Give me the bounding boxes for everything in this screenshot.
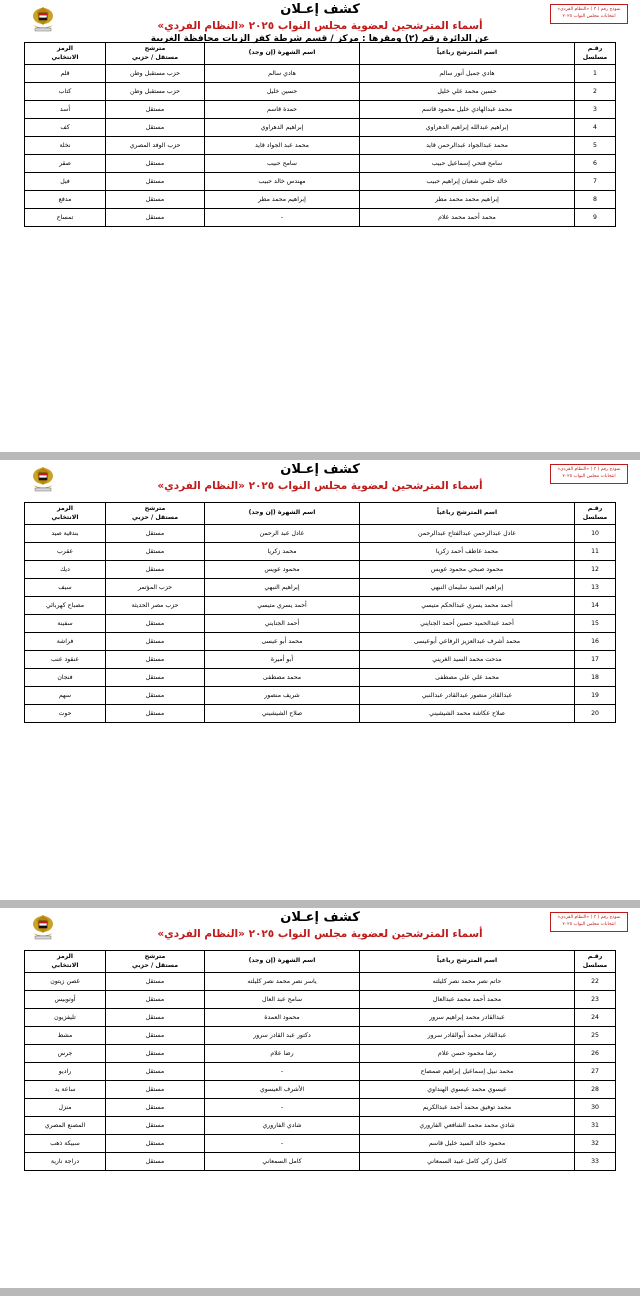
cell-symbol: كتاب: [25, 83, 106, 101]
cell-party: مستقل: [106, 561, 205, 579]
table-row: [25, 525, 616, 543]
col-header-party: [106, 43, 205, 65]
table-row: [25, 119, 616, 137]
cell-name: محمود خالد السيد خليل قاسم: [360, 1135, 575, 1153]
cell-serial: 14: [575, 597, 616, 615]
col-header-fame: اسم الشهرة (إن وجد): [205, 951, 360, 973]
form-stamp-line2: انتخابات مجلس النواب ٢٠٢٥: [562, 473, 616, 479]
cell-fame: حمدة قاسم: [205, 101, 360, 119]
cell-serial: 2: [575, 83, 616, 101]
cell-symbol: صقر: [25, 155, 106, 173]
cell-serial: 27: [575, 1063, 616, 1081]
col-header-serial: [575, 503, 616, 525]
candidates-body-3: [25, 973, 616, 1171]
cell-symbol: جرس: [25, 1045, 106, 1063]
cell-fame: محمود عويس: [205, 561, 360, 579]
table-row: [25, 1027, 616, 1045]
cell-serial: 32: [575, 1135, 616, 1153]
cell-symbol: كف: [25, 119, 106, 137]
cell-name: محمد أحمد محمد علام: [360, 209, 575, 227]
table-row: [25, 1117, 616, 1135]
cell-party: مستقل: [106, 1027, 205, 1045]
cell-party: مستقل: [106, 633, 205, 651]
cell-fame: أحمد الجنايني: [205, 615, 360, 633]
cell-serial: 13: [575, 579, 616, 597]
cell-serial: 28: [575, 1081, 616, 1099]
col-header-serial-l2: مسلسل: [582, 513, 608, 521]
page-title: كشف إعـلان: [280, 910, 360, 925]
cell-name: محمد أشرف عبدالعزيز الرفاعي أبوعيسى: [360, 633, 575, 651]
form-stamp: [550, 464, 628, 484]
cell-fame: -: [205, 1099, 360, 1117]
cell-serial: 31: [575, 1117, 616, 1135]
cell-symbol: فنجان: [25, 669, 106, 687]
candidates-body-2: [25, 525, 616, 723]
cell-party: مستقل: [106, 119, 205, 137]
cell-party: مستقل: [106, 687, 205, 705]
col-header-serial-l2: مسلسل: [582, 53, 608, 61]
cell-fame: أبو أميرة: [205, 651, 360, 669]
col-header-party-l2: مستقل / حزبي: [131, 961, 179, 969]
table-row: [25, 155, 616, 173]
cell-fame: -: [205, 1063, 360, 1081]
cell-fame: شريف منصور: [205, 687, 360, 705]
cell-fame: دكتور عبد القادر سرور: [205, 1027, 360, 1045]
cell-party: حزب مستقبل وطن: [106, 83, 205, 101]
cell-party: حزب الوفد المصري: [106, 137, 205, 155]
form-stamp-line1: نموذج رقم ( ٣ ) «النظام الفردي»: [557, 915, 621, 920]
cell-name: عادل عبدالرحمن عبدالفتاح عبدالرحمن: [360, 525, 575, 543]
cell-symbol: عنقود عنب: [25, 651, 106, 669]
cell-symbol: تمساح: [25, 209, 106, 227]
table-row: [25, 991, 616, 1009]
cell-name: حسين محمد علي خليل: [360, 83, 575, 101]
candidates-table-3: [24, 950, 616, 1171]
page-title: كشف إعـلان: [280, 2, 360, 17]
page-header: [8, 462, 632, 502]
announcement-page-1: [0, 0, 640, 452]
cell-fame: هادي سالم: [205, 65, 360, 83]
cell-symbol: فراشة: [25, 633, 106, 651]
cell-fame: إبراهيم محمد مطر: [205, 191, 360, 209]
cell-serial: 9: [575, 209, 616, 227]
col-header-symbol-l2: الانتخابي: [51, 961, 79, 969]
announcement-page-2: [0, 460, 640, 900]
cell-symbol: راديو: [25, 1063, 106, 1081]
cell-party: مستقل: [106, 173, 205, 191]
cell-fame: -: [205, 1135, 360, 1153]
table-row: [25, 83, 616, 101]
cell-serial: 5: [575, 137, 616, 155]
cell-party: مستقل: [106, 1153, 205, 1171]
cell-party: مستقل: [106, 1063, 205, 1081]
col-header-symbol: [25, 951, 106, 973]
cell-symbol: المصنع المصري: [25, 1117, 106, 1135]
cell-symbol: سيف: [25, 579, 106, 597]
cell-fame: إبراهيم الدهراوي: [205, 119, 360, 137]
form-stamp: [550, 912, 628, 932]
cell-symbol: أسد: [25, 101, 106, 119]
form-stamp-line1: نموذج رقم ( ٣ ) «النظام الفردي»: [557, 467, 621, 472]
cell-serial: 3: [575, 101, 616, 119]
candidates-table-2: [24, 502, 616, 723]
cell-serial: 25: [575, 1027, 616, 1045]
table-row: [25, 973, 616, 991]
cell-name: شادي محمد محمد الشافعي الفاروري: [360, 1117, 575, 1135]
cell-party: مستقل: [106, 209, 205, 227]
cell-name: مدحت محمد السيد الغريني: [360, 651, 575, 669]
col-header-symbol-l1: الرمز: [57, 505, 73, 513]
table-row: [25, 209, 616, 227]
form-stamp-line1: نموذج رقم ( ٣ ) «النظام الفردي»: [557, 7, 621, 12]
cell-name: محمد نبيل إسماعيل إبراهيم صمصاح: [360, 1063, 575, 1081]
cell-serial: 20: [575, 705, 616, 723]
cell-serial: 19: [575, 687, 616, 705]
cell-serial: 22: [575, 973, 616, 991]
cell-fame: ياسر نصر محمد نصر كليلته: [205, 973, 360, 991]
col-header-party: [106, 503, 205, 525]
table-row: [25, 65, 616, 83]
cell-serial: 23: [575, 991, 616, 1009]
col-header-party-l1: مترشح: [144, 505, 166, 513]
table-row: [25, 101, 616, 119]
cell-name: عبدالقادر منصور عبدالقادر عبدالنبي: [360, 687, 575, 705]
col-header-symbol-l1: الرمز: [57, 953, 73, 961]
cell-serial: 10: [575, 525, 616, 543]
cell-name: كامل زكي كامل عبيد السمعاني: [360, 1153, 575, 1171]
announcement-page-3: [0, 908, 640, 1288]
cell-name: إبراهيم عبدالله إبراهيم الدهراوي: [360, 119, 575, 137]
cell-symbol: سهم: [25, 687, 106, 705]
district-line: عن الدائرة رقم (٢) ومقرها : مركز / قسم شرطة كفر الزيات محافظة الغربية: [150, 34, 490, 44]
table-row: [25, 651, 616, 669]
cell-fame: حسين خليل: [205, 83, 360, 101]
cell-symbol: قلم: [25, 65, 106, 83]
table-row: [25, 173, 616, 191]
cell-fame: سامح حبيب: [205, 155, 360, 173]
cell-name: إبراهيم السيد سليمان النبهي: [360, 579, 575, 597]
col-header-name: اسم المترشح رباعياً: [360, 503, 575, 525]
cell-party: مستقل: [106, 705, 205, 723]
col-header-serial-l2: مسلسل: [582, 961, 608, 969]
table-row: [25, 597, 616, 615]
cell-fame: شادي الفاروري: [205, 1117, 360, 1135]
cell-symbol: بندقية صيد: [25, 525, 106, 543]
cell-name: رضا محمود حسن علام: [360, 1045, 575, 1063]
cell-fame: مهندس خالد حبيب: [205, 173, 360, 191]
cell-party: مستقل: [106, 1081, 205, 1099]
page-header: [8, 2, 632, 42]
col-header-serial: [575, 43, 616, 65]
cell-name: محمد عبدالهادي خليل محمود قاسم: [360, 101, 575, 119]
cell-party: حزب المؤتمر: [106, 579, 205, 597]
cell-name: محمد أحمد محمد عبدالعال: [360, 991, 575, 1009]
page-header: [8, 910, 632, 950]
cell-name: خالد حلمي شعبان إبراهيم حبيب: [360, 173, 575, 191]
cell-party: مستقل: [106, 1099, 205, 1117]
cell-name: عيسوي محمد عيسوي الهنداوي: [360, 1081, 575, 1099]
cell-name: صلاح عكاشة محمد الشيشيني: [360, 705, 575, 723]
cell-fame: -: [205, 209, 360, 227]
candidates-body-1: [25, 65, 616, 227]
cell-serial: 17: [575, 651, 616, 669]
cell-symbol: مدفع: [25, 191, 106, 209]
cell-serial: 15: [575, 615, 616, 633]
col-header-serial-l1: رقـم: [587, 953, 603, 961]
cell-serial: 4: [575, 119, 616, 137]
cell-fame: سامح عبد العال: [205, 991, 360, 1009]
cell-party: مستقل: [106, 1009, 205, 1027]
cell-name: عبدالقادر محمد أبوالقادر سرور: [360, 1027, 575, 1045]
table-row: [25, 543, 616, 561]
cell-serial: 12: [575, 561, 616, 579]
cell-name: محمد عبدالجواد عبدالرحمن قايد: [360, 137, 575, 155]
cell-party: مستقل: [106, 155, 205, 173]
cell-serial: 11: [575, 543, 616, 561]
table-row: [25, 1081, 616, 1099]
cell-name: هادي جميل أنور سالم: [360, 65, 575, 83]
col-header-symbol-l2: الانتخابي: [51, 513, 79, 521]
cell-serial: 18: [575, 669, 616, 687]
cell-party: مستقل: [106, 1045, 205, 1063]
cell-symbol: عقرب: [25, 543, 106, 561]
cell-name: عبدالقادر محمد إبراهيم سرور: [360, 1009, 575, 1027]
cell-name: أحمد محمد يسري عبدالحكم متيسي: [360, 597, 575, 615]
table-row: [25, 1153, 616, 1171]
col-header-party-l1: مترشح: [144, 45, 166, 53]
cell-serial: 26: [575, 1045, 616, 1063]
cell-party: مستقل: [106, 991, 205, 1009]
col-header-party-l2: مستقل / حزبي: [131, 513, 179, 521]
cell-party: مستقل: [106, 525, 205, 543]
cell-fame: عادل عبد الرحمن: [205, 525, 360, 543]
table-row: [25, 137, 616, 155]
table-row: [25, 687, 616, 705]
cell-symbol: ساعة يد: [25, 1081, 106, 1099]
col-header-serial-l1: رقـم: [587, 45, 603, 53]
candidates-table-1: [24, 42, 616, 227]
table-row: [25, 633, 616, 651]
table-row: [25, 705, 616, 723]
cell-name: محمد عاطف أحمد زكريا: [360, 543, 575, 561]
cell-name: محمد علي علي مصطفى: [360, 669, 575, 687]
cell-name: محمود صبحي محمود عويس: [360, 561, 575, 579]
cell-party: حزب مصر الحديثة: [106, 597, 205, 615]
cell-symbol: ديك: [25, 561, 106, 579]
col-header-party-l2: مستقل / حزبي: [131, 53, 179, 61]
cell-symbol: أوتوبيس: [25, 991, 106, 1009]
page-title: كشف إعـلان: [280, 462, 360, 477]
page-subtitle: أسماء المترشحين لعضوية مجلس النواب ٢٠٢٥ «النظام الفردي»: [157, 928, 483, 940]
form-stamp-line2: انتخابات مجلس النواب ٢٠٢٥: [562, 13, 616, 19]
cell-party: مستقل: [106, 101, 205, 119]
page-subtitle: أسماء المترشحين لعضوية مجلس النواب ٢٠٢٥ «النظام الفردي»: [157, 480, 483, 492]
cell-party: حزب مستقبل وطن: [106, 65, 205, 83]
cell-name: إبراهيم محمد محمد مطر: [360, 191, 575, 209]
cell-fame: كامل السمعاني: [205, 1153, 360, 1171]
cell-party: مستقل: [106, 615, 205, 633]
egypt-eagle-emblem-icon: [26, 462, 60, 496]
col-header-serial: [575, 951, 616, 973]
col-header-fame: اسم الشهرة (إن وجد): [205, 43, 360, 65]
cell-fame: الأشرف العيسوي: [205, 1081, 360, 1099]
cell-party: مستقل: [106, 669, 205, 687]
cell-fame: محمد عبد الجواد قايد: [205, 137, 360, 155]
cell-serial: 8: [575, 191, 616, 209]
cell-serial: 6: [575, 155, 616, 173]
title-block: [8, 2, 632, 44]
table-row: [25, 669, 616, 687]
cell-serial: 30: [575, 1099, 616, 1117]
form-stamp-line2: انتخابات مجلس النواب ٢٠٢٥: [562, 921, 616, 927]
cell-party: مستقل: [106, 973, 205, 991]
cell-symbol: سفينة: [25, 615, 106, 633]
col-header-symbol-l1: الرمز: [57, 45, 73, 53]
col-header-symbol-l2: الانتخابي: [51, 53, 79, 61]
cell-symbol: غصن زيتون: [25, 973, 106, 991]
table-row: [25, 191, 616, 209]
cell-symbol: مصباح كهربائي: [25, 597, 106, 615]
cell-symbol: مشط: [25, 1027, 106, 1045]
cell-symbol: حوت: [25, 705, 106, 723]
cell-fame: محمود العمدة: [205, 1009, 360, 1027]
table-row: [25, 1009, 616, 1027]
cell-serial: 33: [575, 1153, 616, 1171]
cell-name: أحمد عبدالحميد حسين أحمد الجنايني: [360, 615, 575, 633]
form-stamp: [550, 4, 628, 24]
cell-party: مستقل: [106, 543, 205, 561]
col-header-fame: اسم الشهرة (إن وجد): [205, 503, 360, 525]
cell-serial: 24: [575, 1009, 616, 1027]
table-row: [25, 579, 616, 597]
cell-symbol: منزل: [25, 1099, 106, 1117]
page-subtitle: أسماء المترشحين لعضوية مجلس النواب ٢٠٢٥ «النظام الفردي»: [157, 20, 483, 32]
cell-serial: 16: [575, 633, 616, 651]
table-row: [25, 1045, 616, 1063]
col-header-name: اسم المترشح رباعياً: [360, 43, 575, 65]
cell-fame: أحمد يسري متيسي: [205, 597, 360, 615]
cell-party: مستقل: [106, 1135, 205, 1153]
egypt-eagle-emblem-icon: [26, 2, 60, 36]
title-block: [8, 462, 632, 492]
cell-name: حاتم نصر محمد نصر كليلته: [360, 973, 575, 991]
col-header-symbol: [25, 43, 106, 65]
table-header-row: [25, 503, 616, 525]
cell-fame: إبراهيم النبهي: [205, 579, 360, 597]
col-header-name: اسم المترشح رباعياً: [360, 951, 575, 973]
cell-symbol: دراجة نارية: [25, 1153, 106, 1171]
cell-serial: 7: [575, 173, 616, 191]
cell-symbol: نخلة: [25, 137, 106, 155]
cell-party: مستقل: [106, 191, 205, 209]
table-row: [25, 615, 616, 633]
col-header-symbol: [25, 503, 106, 525]
table-header-row: [25, 43, 616, 65]
cell-symbol: تليفزيون: [25, 1009, 106, 1027]
title-block: [8, 910, 632, 940]
col-header-party-l1: مترشح: [144, 953, 166, 961]
cell-symbol: سبيكة ذهب: [25, 1135, 106, 1153]
cell-party: مستقل: [106, 1117, 205, 1135]
col-header-serial-l1: رقـم: [587, 505, 603, 513]
table-row: [25, 1135, 616, 1153]
table-header-row: [25, 951, 616, 973]
table-row: [25, 1099, 616, 1117]
cell-fame: محمد مصطفى: [205, 669, 360, 687]
cell-fame: رضا علام: [205, 1045, 360, 1063]
egypt-eagle-emblem-icon: [26, 910, 60, 944]
cell-fame: صلاح الشيشيني: [205, 705, 360, 723]
cell-party: مستقل: [106, 651, 205, 669]
col-header-party: [106, 951, 205, 973]
cell-serial: 1: [575, 65, 616, 83]
cell-symbol: فيل: [25, 173, 106, 191]
table-row: [25, 1063, 616, 1081]
table-row: [25, 561, 616, 579]
cell-fame: محمد أبو عيسى: [205, 633, 360, 651]
cell-name: محمد توفيق محمد أحمد عبدالكريم: [360, 1099, 575, 1117]
cell-name: سامح فتحي إسماعيل حبيب: [360, 155, 575, 173]
cell-fame: محمد زكريا: [205, 543, 360, 561]
